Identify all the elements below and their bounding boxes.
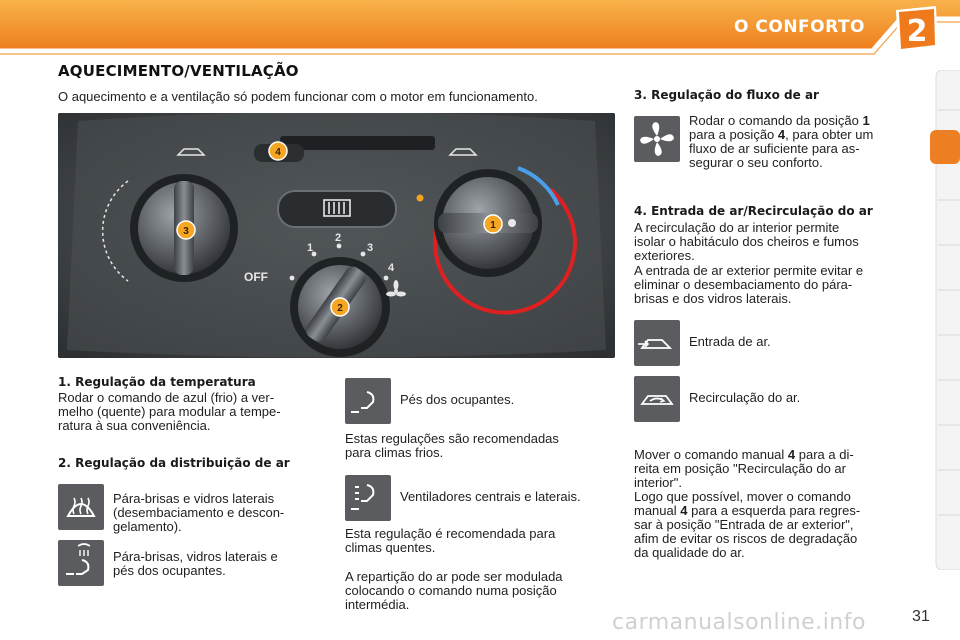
chapter-number-badge — [890, 4, 942, 54]
side-chapter-tabs — [928, 70, 960, 570]
callout-1 — [484, 215, 502, 233]
windscreen-and-feet-icon — [58, 540, 104, 586]
vents-icon-box — [345, 475, 391, 521]
heater-control-panel-photo — [58, 113, 615, 358]
fan-icon — [634, 116, 680, 162]
fan-icon-box — [634, 116, 680, 162]
windscreen-defrost-icon-box — [58, 484, 104, 530]
fan-speed-2-label: 2 — [335, 232, 342, 244]
face-vents-icon — [345, 475, 391, 521]
temperature-paragraph: Rodar o comando de azul (frio) a ver- melho (quente) para modular a tempe- ratura à sua conveniência. — [58, 390, 281, 433]
feet-icon-box — [345, 378, 391, 424]
fan-speed-1-label: 1 — [307, 242, 314, 254]
heading-air-intake: 4. Entrada de ar/Recirculação do ar — [634, 204, 873, 218]
intro-text: O aquecimento e a ventilação só podem funcionar com o motor em funcionamento. — [58, 89, 538, 104]
page-header — [0, 0, 960, 56]
warm-climate-paragraph: Esta regulação é recomendada para climas quentes. — [345, 526, 556, 555]
fan-speed-3-label: 3 — [367, 242, 374, 254]
vents-label: Ventiladores centrais e laterais. — [400, 489, 581, 504]
windscreen-defrost-icon — [58, 484, 104, 530]
svg-text:4: 4 — [275, 147, 281, 158]
watermark: carmanualsonline.info — [612, 610, 866, 635]
move-left-paragraph: Logo que possível, mover o comando manual 4 para a esquerda para regres- sar à posição "Entrada de ar exterior", afim de evitar os riscos de degradação da qualidade do ar. — [634, 489, 861, 560]
heading-distribution: 2. Regulação da distribuição de ar — [58, 456, 290, 470]
svg-text:2: 2 — [337, 303, 343, 314]
recirculation-icon — [634, 376, 680, 422]
air-intake-icon — [634, 320, 680, 366]
recirculation-label: Recirculação do ar. — [689, 390, 801, 405]
chapter-title: O CONFORTO — [734, 17, 865, 37]
windscreen-defrost-text: Pára-brisas e vidros laterais (desembaciamento e descon- gelamento). — [113, 491, 285, 534]
modulate-paragraph: A repartição do ar pode ser modulada colocando o comando numa posição intermédia. — [345, 569, 563, 612]
recirculation-icon-box — [634, 376, 680, 422]
callout-2 — [331, 298, 349, 316]
section-title: AQUECIMENTO/VENTILAÇÃO — [58, 62, 299, 80]
fan-off-label: OFF — [244, 270, 268, 284]
heading-air-flow: 3. Regulação do fluxo de ar — [634, 88, 819, 102]
cold-climate-paragraph: Estas regulações são recomendadas para climas frios. — [345, 431, 559, 460]
active-chapter-tab — [930, 130, 960, 164]
feet-label: Pés dos ocupantes. — [400, 392, 515, 407]
windscreen-feet-text: Pára-brisas, vidros laterais e pés dos ocupantes. — [113, 549, 278, 578]
page-number: 31 — [912, 608, 930, 625]
chapter-number: 2 — [906, 14, 928, 49]
windscreen-feet-icon-box — [58, 540, 104, 586]
callout-4 — [269, 142, 287, 160]
air-intake-icon-box — [634, 320, 680, 366]
callout-3 — [177, 221, 195, 239]
fan-speed-4-label: 4 — [388, 262, 395, 274]
heading-temperature: 1. Regulação da temperatura — [58, 375, 256, 389]
recirculation-paragraph: A recirculação do ar interior permite isolar o habitáculo dos cheiros e fumos exteriores. — [634, 220, 859, 263]
air-intake-label: Entrada de ar. — [689, 334, 771, 349]
exterior-air-paragraph: A entrada de ar exterior permite evitar e eliminar o desembaciamento do pára- brisas e dos vidros laterais. — [634, 263, 864, 306]
feet-icon — [345, 378, 391, 424]
move-right-paragraph: Mover o comando manual 4 para a di- reita em posição "Recirculação do ar interior". — [634, 447, 854, 490]
svg-text:3: 3 — [183, 226, 189, 237]
svg-text:1: 1 — [490, 220, 496, 231]
air-flow-paragraph: Rodar o comando da posição 1 para a posição 4, para obter um fluxo de ar suficiente para as- segurar o seu conforto. — [689, 113, 874, 170]
